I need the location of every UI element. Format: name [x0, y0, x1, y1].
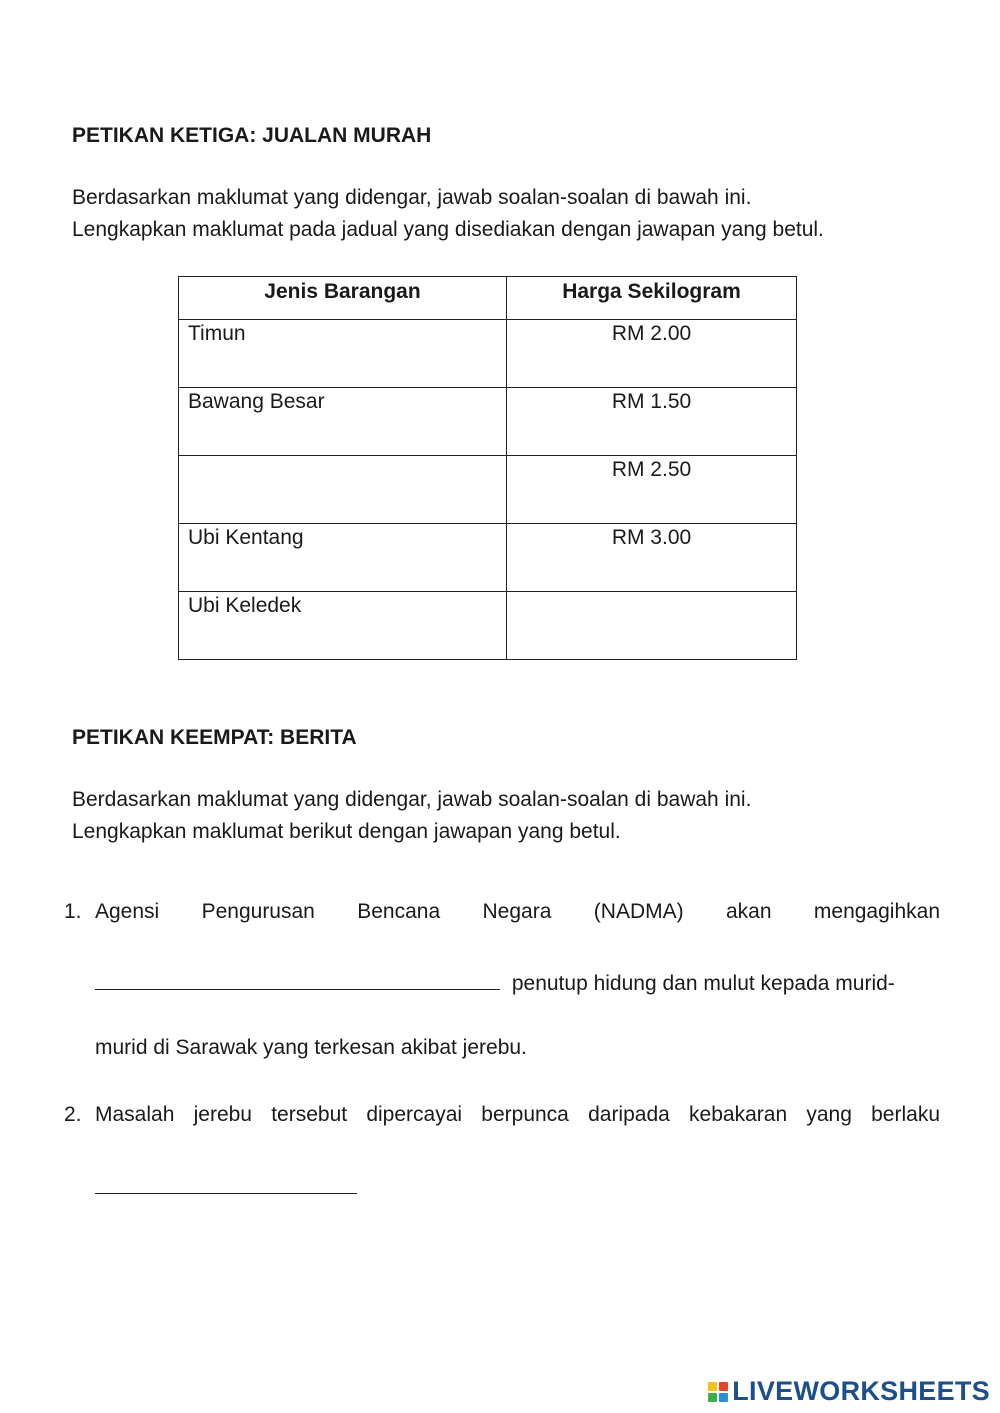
price-cell: RM 3.00: [507, 524, 797, 592]
word: Negara: [482, 900, 552, 923]
item-cell: Ubi Kentang: [179, 524, 507, 592]
instruction-line: Berdasarkan maklumat yang didengar, jawab soalan-soalan di bawah ini.: [72, 186, 752, 209]
instruction-line: Berdasarkan maklumat yang didengar, jawab soalan-soalan di bawah ini.: [72, 788, 752, 811]
brand-name: LIVEWORKSHEETS: [732, 1376, 990, 1406]
table-row: [179, 320, 797, 388]
table-row: [179, 456, 797, 524]
price-table: [178, 276, 797, 660]
question-1-line-2: [95, 967, 940, 996]
word: akan: [725, 900, 772, 923]
answer-blank-line[interactable]: [95, 967, 500, 990]
table-row: [179, 524, 797, 592]
question-number: 1.: [64, 900, 82, 923]
liveworksheets-logo: [708, 1376, 990, 1407]
item-cell: Timun: [179, 320, 507, 388]
item-cell: Bawang Besar: [179, 388, 507, 456]
question-number: 2.: [64, 1103, 82, 1126]
price-cell: RM 2.00: [507, 320, 797, 388]
price-cell: RM 2.50: [507, 456, 797, 524]
question-1-line-1: [95, 900, 940, 924]
question-1-line-3: murid di Sarawak yang terkesan akibat jerebu.: [95, 1036, 527, 1059]
question-2-line-2: [95, 1171, 940, 1200]
instruction-line: Lengkapkan maklumat berikut dengan jawapan yang betul.: [72, 820, 621, 843]
header-item-type: Jenis Barangan: [179, 277, 507, 320]
word: Agensi: [95, 900, 160, 923]
section4-instructions: [72, 784, 751, 848]
price-cell: RM 1.50: [507, 388, 797, 456]
liveworksheets-logo-icon: [708, 1382, 728, 1402]
answer-blank-item[interactable]: [179, 456, 507, 524]
table-row: [179, 388, 797, 456]
word: Pengurusan: [201, 900, 315, 923]
table-row: [179, 592, 797, 660]
section3-instructions: [72, 182, 824, 246]
section-title-berita: PETIKAN KEEMPAT: BERITA: [72, 726, 357, 749]
word: (NADMA): [593, 900, 684, 923]
question-text: penutup hidung dan mulut kepada murid-: [511, 972, 895, 995]
header-price-per-kg: Harga Sekilogram: [507, 277, 797, 320]
instruction-line: Lengkapkan maklumat pada jadual yang disediakan dengan jawapan yang betul.: [72, 218, 824, 241]
word: mengagihkan: [813, 900, 940, 923]
answer-blank-line[interactable]: [95, 1171, 357, 1194]
question-2-line-1: Masalah jerebu tersebut dipercayai berpunca daripada kebakaran yang berlaku: [95, 1103, 940, 1126]
word: Bencana: [357, 900, 441, 923]
answer-blank-price[interactable]: [507, 592, 797, 660]
section-title-jualan-murah: PETIKAN KETIGA: JUALAN MURAH: [72, 124, 432, 147]
item-cell: Ubi Keledek: [179, 592, 507, 660]
table-header-row: [179, 277, 797, 320]
